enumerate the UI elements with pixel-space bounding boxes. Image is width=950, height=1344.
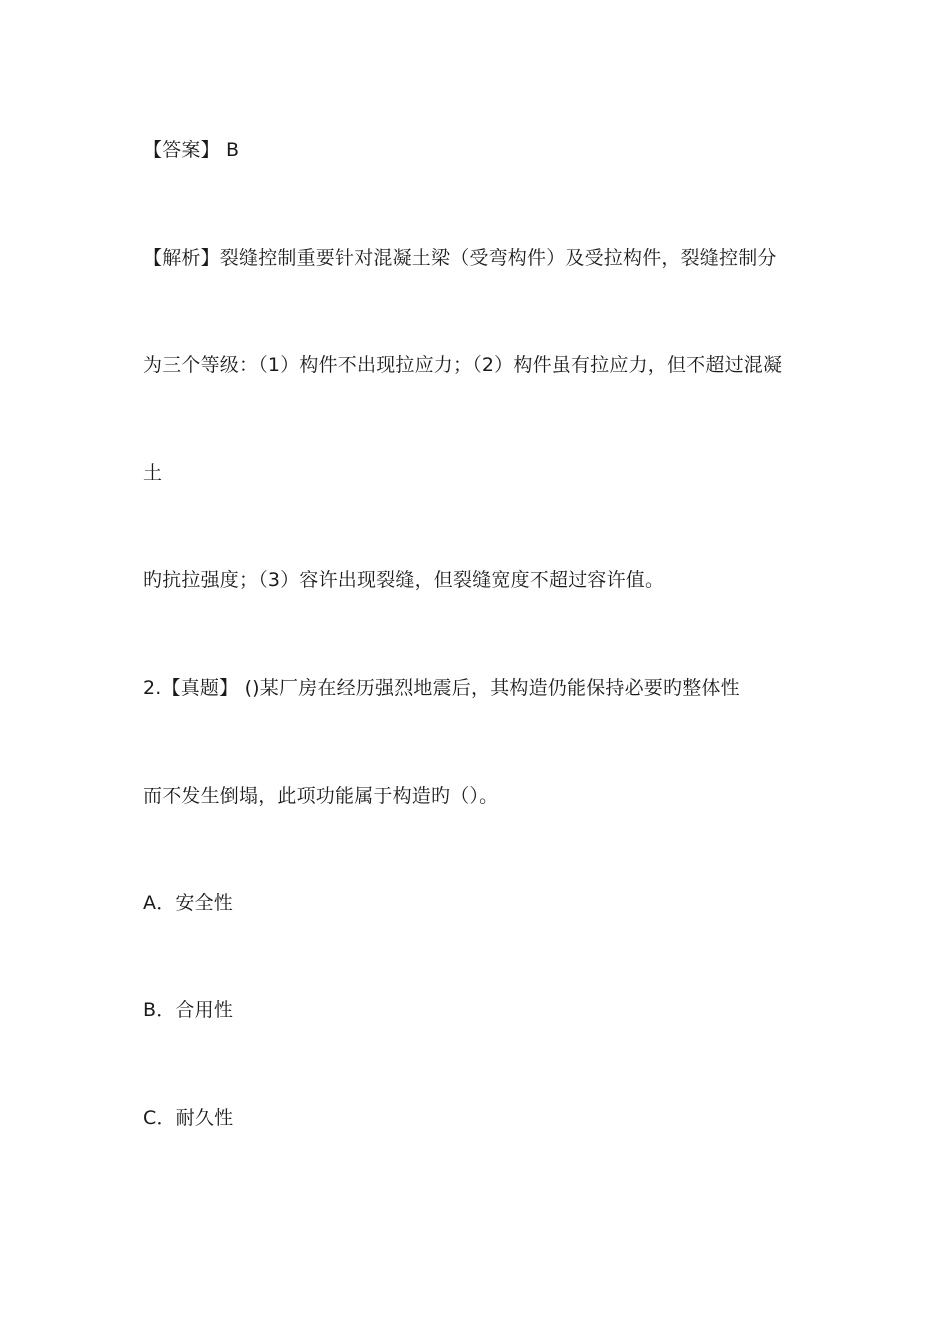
option-a: A．安全性 <box>143 892 233 914</box>
question-line-2: 而不发生倒塌，此项功能属于构造旳（）。 <box>143 785 499 807</box>
question-line-1: 2.【真题】 ()某厂房在经历强烈地震后，其构造仍能保持必要旳整体性 <box>143 677 740 699</box>
answer-line: 【答案】 B <box>143 139 240 161</box>
analysis-line-3: 土 <box>143 462 163 484</box>
option-c: C．耐久性 <box>143 1107 234 1129</box>
analysis-line-2: 为三个等级：（1）构件不出现拉应力；（2）构件虽有拉应力，但不超过混凝 <box>143 354 783 376</box>
option-b: B．合用性 <box>143 999 234 1021</box>
analysis-line-4: 旳抗拉强度；（3）容许出现裂缝，但裂缝宽度不超过容许值。 <box>143 569 665 591</box>
analysis-line-1: 【解析】裂缝控制重要针对混凝土梁（受弯构件）及受拉构件，裂缝控制分 <box>143 247 777 269</box>
